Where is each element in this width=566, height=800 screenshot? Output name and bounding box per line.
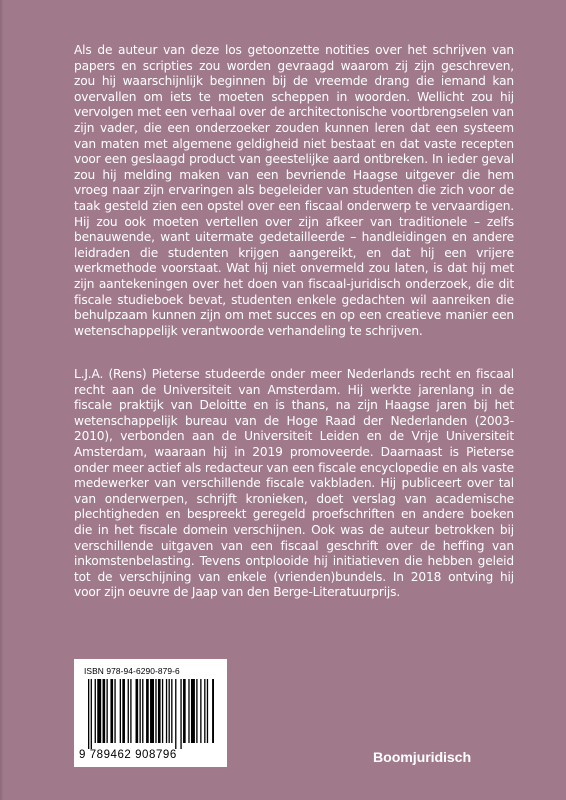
barcode-bar — [95, 679, 96, 743]
barcode-bar — [97, 679, 101, 743]
author-bio-paragraph: L.J.A. (Rens) Pieterse studeerde onder meer Nederlands recht en fiscaal recht aan de Universiteit van Amsterdam. Hij werkte jarenlang in de fiscale praktijk van Deloitte en is thans, na zijn Haagse jaren bij het wetenschappelijk bureau van de Hoge Raad der Nederlanden (2003-2010), verbonden aan de Universiteit Leiden en de Vrije Universiteit Amsterdam, waaraan hij in 2019 promoveerde. Daarnaast is Pieterse onder meer actief als redacteur van een fiscale encyclopedie en als vaste medewerker van verschillende fiscale vakbladen. Hij publiceert over tal van onderwerpen, schrijft kronieken, doet verslag van academische plechtigheden en bespreekt geregeld proefschriften en andere boeken die in het fiscale domein verschijnen. Ook was de auteur betrokken bij verschillende uitgaven van een fiscaal geschrift over de heffing van inkomstenbelasting. Tevens ontplooide hij initiatieven die hebben geleid tot de verschijning van enkele (vrienden)bundels. In 2018 ontving hij voor zijn oeuvre de Jaap van den Berge-Literatuurprijs. — [74, 367, 514, 600]
barcode-bar — [106, 679, 107, 743]
barcode-bar — [136, 679, 139, 743]
barcode-bar — [207, 679, 208, 743]
barcode-digits: 9 789462 908796 — [79, 749, 177, 761]
barcode-bar — [130, 679, 131, 743]
barcode-bar — [120, 679, 121, 743]
barcode-bar — [171, 679, 172, 743]
barcode-bar — [204, 679, 205, 743]
publisher-logo-text: Boomjuridisch — [373, 750, 472, 766]
barcode-bar — [146, 679, 149, 743]
barcode-bar — [88, 679, 89, 749]
barcode-bar — [200, 679, 201, 743]
isbn-label: ISBN 978-94-6290-879-6 — [84, 666, 180, 676]
barcode-bar — [169, 679, 170, 743]
isbn-barcode-box — [74, 659, 227, 767]
barcode-bar — [188, 679, 189, 743]
spine-shadow — [0, 0, 4, 800]
barcode-bar — [175, 679, 176, 749]
barcode-bar — [122, 679, 125, 743]
barcode-bar — [103, 679, 106, 743]
barcode-bar — [180, 679, 181, 749]
barcode-bar — [191, 679, 195, 743]
barcode-bar — [183, 679, 186, 743]
barcode-bar — [155, 679, 156, 743]
barcode-bar — [150, 679, 154, 743]
barcode-bar — [212, 679, 214, 743]
barcode-bar — [110, 679, 113, 743]
barcode-bar — [142, 679, 143, 743]
barcode-bar — [166, 679, 167, 743]
barcode-bar — [128, 679, 129, 743]
blurb-paragraph: Als de auteur van deze los getoonzette notities over het schrijven van papers en scripties zou worden gevraagd waarom zij zijn geschreven, zou hij waarschijnlijk beginnen bij de vreemde drang die iemand kan overvallen om iets te moeten scheppen in woorden. Wellicht zou hij vervolgen met een verhaal over de architectonische voortbrengselen van zijn vader, die een onderzoeker zouden kunnen leren dat een systeem van maten met algemene geldigheid niet bestaat en dat vaste recepten voor een geslaagd product van geestelijke aard ontbreken. In ieder geval zou hij melding maken van een bevriende Haagse uitgever die hem vroeg naar zijn ervaringen als begeleider van studenten die zich voor de taak gesteld zien een opstel over een fiscaal onderwerp te vervaardigen. Hij zou ook moeten vertellen over zijn afkeer van traditionele – zelfs benauwende, want uitermate gedetailleerde – handleidingen en andere leidraden die studenten krijgen aangereikt, en dat hij een vrijere werkmethode voorstaat. Wat hij niet onvermeld zou laten, is dat hij met zijn aantekeningen over het doen van fiscaal-juridisch onderzoek, die dit fiscale studieboek bevat, studenten enkele gedachten wil aanreiken die behulpzaam kunnen zijn om met succes en op een creatieve manier een wetenschappelijk verantwoorde verhandeling te schrijven. — [74, 43, 514, 338]
barcode-icon — [88, 679, 214, 749]
barcode-bar — [162, 679, 163, 743]
barcode-bar — [158, 679, 161, 743]
barcode-bar — [91, 679, 92, 749]
barcode-bar — [114, 679, 115, 743]
barcode-bar — [196, 679, 197, 743]
barcode-bar — [139, 679, 140, 743]
